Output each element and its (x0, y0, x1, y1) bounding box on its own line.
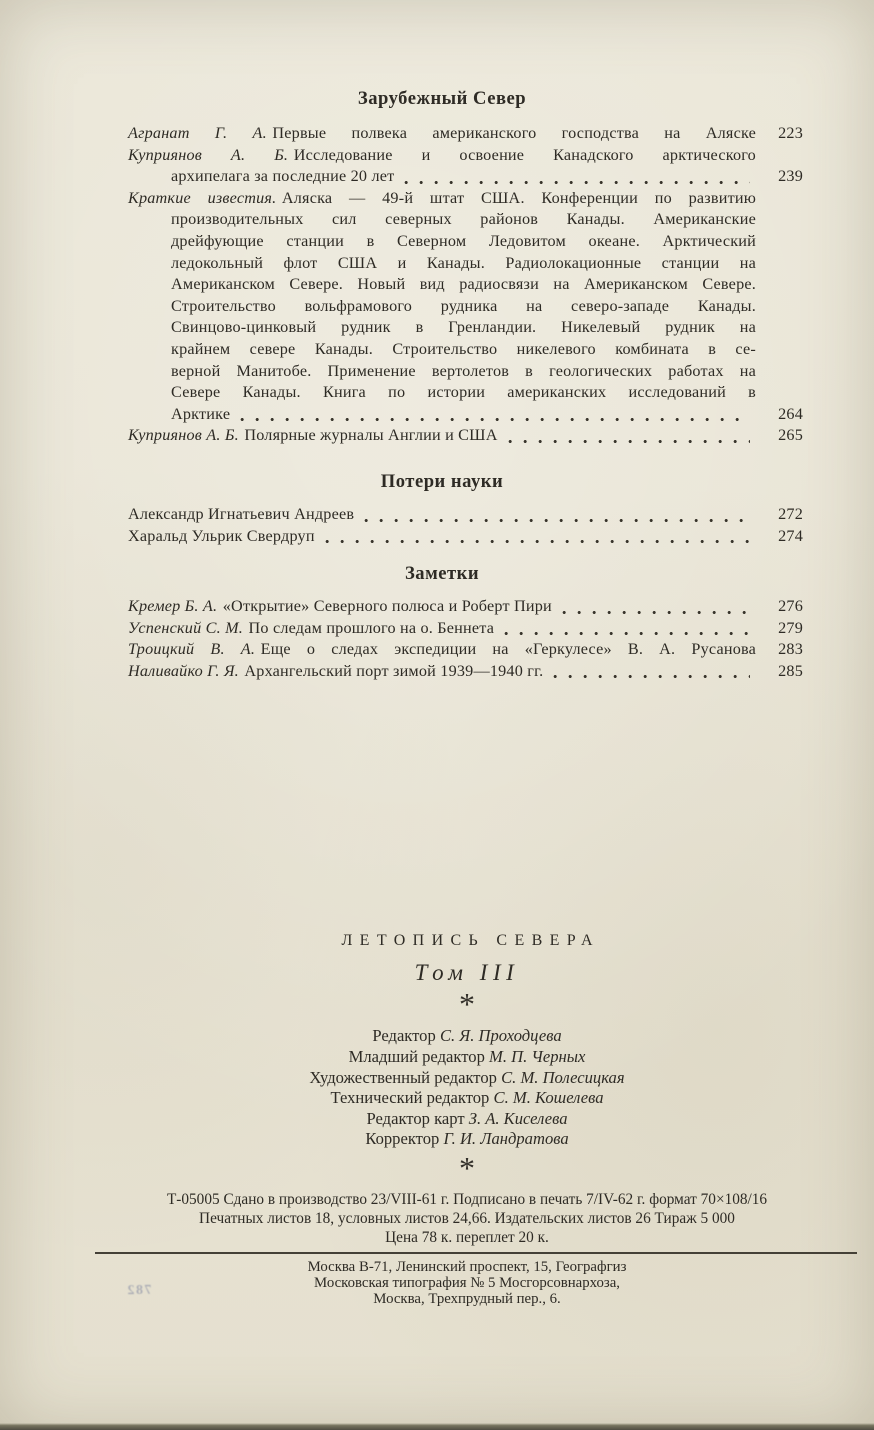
entry-title: ледокольный флот США и Канады. Радиолокационные станции на (171, 253, 756, 272)
page-number: 264 (778, 404, 803, 423)
entry-title: Полярные журналы Англии и США (244, 426, 498, 445)
imprint-line: Печатных листов 18, условных листов 24,66. Издательских листов 26 Тираж 5 000 (199, 1210, 735, 1228)
credit-name: С. Я. Проходцева (439, 1026, 562, 1046)
credit-name: С. М. Кошелева (493, 1088, 604, 1108)
entry-title: Первые полвека американского господства на Аляске (272, 124, 756, 142)
page-number: 285 (778, 661, 803, 680)
entry-title: Строительство вольфрамового рудника на северо-западе Канады. (171, 296, 756, 315)
toc-entry-continuation (128, 404, 803, 426)
dot-leader (404, 179, 750, 186)
author-name: Куприянов А. Б. (128, 426, 239, 445)
credit-name: С. М. Полесицкая (501, 1067, 625, 1087)
asterisk-divider: * (459, 986, 475, 1023)
publisher-address-block (60, 1260, 874, 1307)
entry-title: Еще о следах экспедиции на «Геркулесе» В. А. Русанова (260, 640, 757, 659)
page-number: 265 (778, 426, 803, 445)
toc-entry-continuation (128, 166, 803, 188)
entry-title: По следам прошлого на о. Беннета (248, 618, 495, 637)
author-name: Троицкий В. А. (128, 640, 256, 659)
series-title: ЛЕТОПИСЬ СЕВЕРА (341, 932, 600, 950)
toc-entry (128, 596, 803, 618)
credit-name: М. П. Черных (489, 1047, 586, 1067)
author-name: Агранат Г. А. (128, 124, 267, 142)
toc-entry (128, 618, 803, 640)
volume-title: Том III (414, 960, 520, 986)
credit-line (60, 1047, 874, 1068)
page-number: 239 (778, 167, 803, 186)
entry-title: дрейфующие станции в Северном Ледовитом океане. Арктический (171, 231, 756, 250)
author-name: Успенский С. М. (128, 618, 244, 637)
author-name: Кремер Б. А. (128, 597, 218, 616)
credit-line (60, 1026, 874, 1047)
credit-role: Художественный редактор (309, 1067, 497, 1087)
dot-leader (553, 673, 750, 680)
entry-title: верной Манитобе. Применение вертолетов в геологических работах на (171, 361, 756, 380)
toc-entry (128, 504, 803, 526)
imprint-line: Цена 78 к. переплет 20 к. (385, 1229, 549, 1247)
entry-title: Архангельский порт зимой 1939—1940 гг. (244, 661, 544, 680)
address-line: Москва, Трехпрудный пер., 6. (373, 1290, 561, 1307)
imprint-line: Т-05005 Сдано в производство 23/VIII-61 г. Подписано в печать 7/IV-62 г. формат 70×108/16 (166, 1191, 768, 1209)
page-number: 274 (778, 526, 803, 545)
toc-entry-continuation (128, 317, 803, 339)
dot-leader (240, 416, 750, 423)
section-heading-notes: Заметки (404, 563, 480, 585)
entry-title: крайнем севере Канады. Строительство никелевого комбината в се- (171, 339, 756, 358)
credit-role: Младший редактор (348, 1047, 485, 1067)
entry-title: Арктике (171, 404, 231, 423)
toc-entry-continuation (128, 231, 803, 253)
entry-title: Исследование и освоение Канадского арктического (293, 145, 756, 164)
credit-line (60, 1109, 874, 1130)
page-number: 272 (778, 504, 803, 523)
entry-title: архипелага за последние 20 лет (171, 167, 395, 186)
toc-entry-continuation (128, 209, 803, 231)
credit-role: Редактор (372, 1026, 436, 1046)
entry-title: Севере Канады. Книга по истории американских исследований в (171, 383, 756, 402)
imprint-block (60, 1190, 874, 1247)
credit-role: Корректор (365, 1129, 440, 1149)
page-number: 223 (778, 124, 803, 142)
credits-list (60, 1026, 874, 1150)
entry-title: Американском Севере. Новый вид радиосвязи на Американском Севере. (171, 275, 756, 294)
divider-rule (95, 1252, 857, 1254)
toc-entry (128, 145, 803, 167)
toc-entry (128, 425, 803, 447)
ink-stamp: 782 (125, 1282, 152, 1299)
author-name: Куприянов А. Б. (128, 145, 289, 164)
toc-entry-continuation (128, 361, 803, 383)
section-heading-foreign-north: Зарубежный Север (357, 88, 527, 109)
author-name: Краткие известия. (128, 188, 277, 207)
credit-line (60, 1068, 874, 1089)
toc-entry-continuation (128, 339, 803, 361)
page-number: 283 (778, 640, 803, 659)
entry-title: «Открытие» Северного полюса и Роберт Пири (222, 597, 552, 616)
dot-leader (508, 438, 750, 445)
credit-name: З. А. Киселева (468, 1108, 568, 1128)
colophon (0, 932, 874, 1307)
page-number: 276 (778, 597, 803, 616)
credit-name: Г. И. Ландратова (443, 1129, 569, 1149)
toc-entry-continuation (128, 274, 803, 296)
dot-leader (325, 538, 750, 545)
toc-entry-continuation (128, 382, 803, 404)
toc-entry-continuation (128, 296, 803, 318)
credit-role: Технический редактор (330, 1088, 490, 1108)
entry-title: Александр Игнатьевич Андреев (128, 504, 355, 523)
dot-leader (562, 609, 750, 616)
toc-entry (128, 188, 803, 210)
address-line: Москва В-71, Ленинский проспект, 15, Географгиз (307, 1259, 627, 1276)
toc-entry (128, 661, 803, 683)
address-line: Московская типография № 5 Мосгорсовнархоза, (314, 1274, 620, 1291)
entry-title: Аляска — 49-й штат США. Конференции по развитию (281, 188, 757, 207)
dot-leader (504, 630, 750, 637)
entry-title: Свинцово-цинковый рудник в Гренландии. Никелевый рудник на (171, 318, 756, 337)
asterisk-divider: * (459, 1150, 475, 1187)
page-bottom-edge (0, 1423, 874, 1430)
toc-entry (128, 123, 803, 145)
toc-entry-continuation (128, 253, 803, 275)
section-heading-science-losses: Потери науки (380, 470, 504, 492)
entry-title: производительных сил северных районов Канады. Американские (171, 210, 756, 229)
credit-line (60, 1088, 874, 1109)
toc-entry (128, 526, 803, 548)
author-name: Наливайко Г. Я. (128, 661, 239, 680)
table-of-contents (0, 0, 874, 682)
credit-role: Редактор карт (366, 1108, 465, 1128)
toc-entry (128, 639, 803, 661)
entry-title: Харальд Ульрик Свердруп (128, 526, 315, 545)
page-number: 279 (778, 618, 803, 637)
credit-line (60, 1129, 874, 1150)
dot-leader (364, 517, 750, 524)
